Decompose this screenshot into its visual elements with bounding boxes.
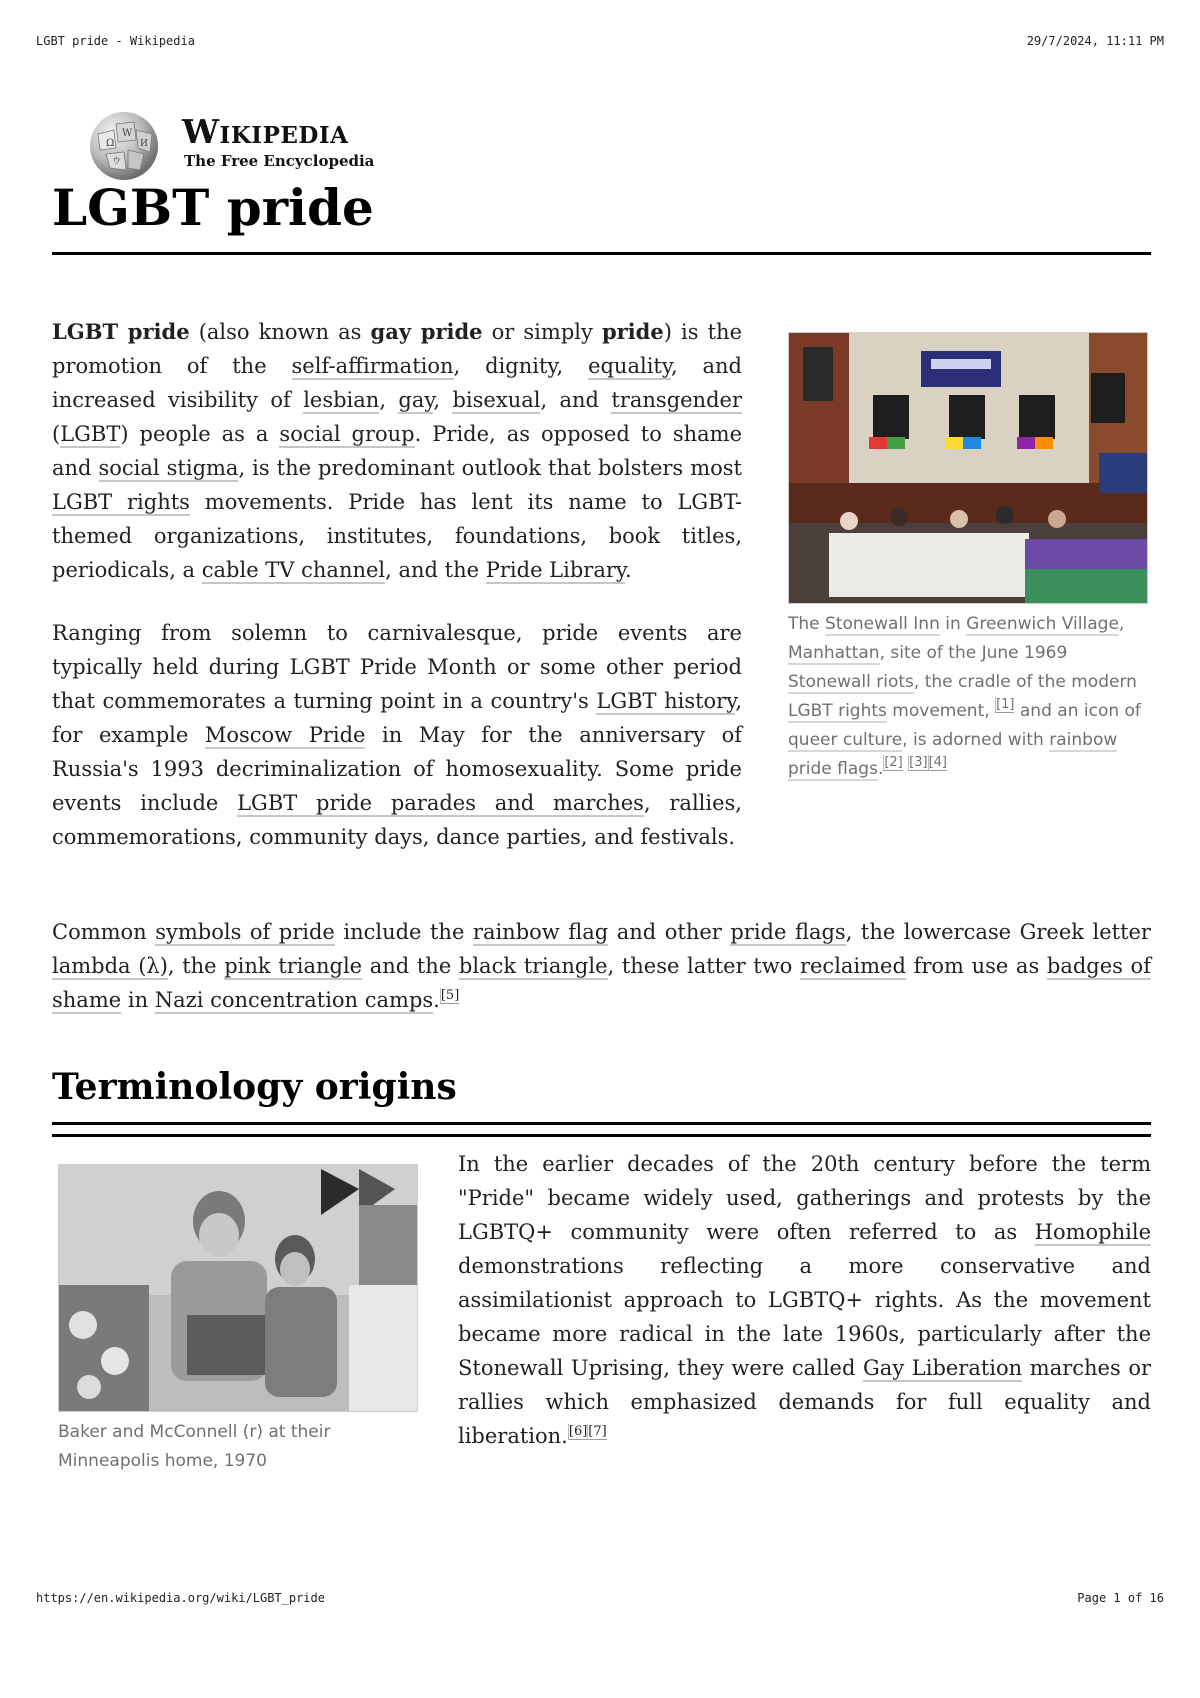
link-manhattan[interactable]: Manhattan [788,643,880,663]
baker-mcconnell-photo [59,1165,417,1411]
link-lgbt-rights-lead[interactable]: LGBT rights [52,490,190,514]
ref-7[interactable]: [7] [588,1424,607,1439]
link-lgbt-rights[interactable]: LGBT rights [788,701,887,721]
link-reclaimed[interactable]: reclaimed [799,954,906,978]
link-lgbt-pride-parades[interactable]: LGBT pride parades and marches [237,791,644,815]
lead-paragraph-1: LGBT pride (also known as gay pride or simply pride) is the promotion of the self-affirmation, dignity, equality, and increased visibility of lesbian, gay, bisexual, and transgender (LGBT) people as a social group. Pride, as opposed to shame and social stigma, is the predominant outlook that bolsters most LGBT rights movements. Pride has lent its name to LGBT-themed organizations, institutes, foundations, book titles, periodicals, a cable TV channel, and the Pride Library. [52,319,743,582]
link-black-triangle[interactable]: black triangle [458,954,608,978]
ref-4[interactable]: [4] [928,755,948,770]
link-pride-flags[interactable]: pride flags [730,920,846,944]
svg-text:Ω: Ω [106,138,115,149]
wikipedia-tagline: The Free Encyclopedia [184,152,375,170]
section-thumbnail-caption: Baker and McConnell (r) at their Minneapolis home, 1970 [58,1422,331,1471]
page-title: LGBT pride [52,178,374,237]
link-lesbian[interactable]: lesbian [303,388,380,412]
link-social-group[interactable]: social group [279,422,415,446]
print-header [36,34,1164,54]
section-thumbnail [58,1164,418,1476]
infobox-caption: The Stonewall Inn in Greenwich Village, Manhattan, site of the June 1969 Stonewall riots, the cradle of the modern LGBT rights movement, [1] and an icon of queer culture, is adorned with rainbow pride flags.[2] [3][4] [788,614,1141,779]
link-homophile[interactable]: Homophile [1034,1220,1151,1244]
print-header-title: LGBT pride - Wikipedia [36,34,195,48]
link-stonewall-riots[interactable]: Stonewall riots [788,672,914,692]
print-footer-url: https://en.wikipedia.org/wiki/LGBT_pride [36,1591,325,1605]
link-lgbt-history[interactable]: LGBT history [596,689,736,713]
section-divider-top [52,1122,1151,1125]
ref-6[interactable]: [6] [568,1424,588,1439]
link-social-stigma[interactable]: social stigma [98,456,239,480]
link-lgbt[interactable]: LGBT [60,422,121,446]
section-heading-terminology-origins: Terminology origins [52,1066,457,1108]
ref-1[interactable]: [1] [996,697,1015,712]
link-cable-tv-channel[interactable]: cable TV channel [201,558,386,582]
link-queer-culture[interactable]: queer culture [788,730,903,750]
link-lambda[interactable]: lambda (λ) [52,954,168,978]
section-paragraph-1: In the earlier decades of the 20th century before the term "Pride" became widely used, gatherings and protests by the LGBTQ+ community were often referred to as Homophile demonstrations reflecting a more conservative and assimilationist approach to LGBTQ+ rights. As the movement became more radical in the late 1960s, particularly after the Stonewall Uprising, they were called Gay Liberation marches or rallies which emphasized demands for full equality and liberation.[6][7] [458,1152,1152,1448]
print-footer-page-number: Page 1 of 16 [1077,1591,1164,1605]
stonewall-photo [789,333,1147,603]
svg-text:W: W [122,128,133,139]
baker-mcconnell-image[interactable] [58,1164,418,1412]
link-transgender[interactable]: transgender [611,388,742,412]
link-bisexual[interactable]: bisexual [452,388,541,412]
wikipedia-wordmark: Wikipedia [182,112,349,151]
link-pink-triangle[interactable]: pink triangle [224,954,363,978]
wikipedia-logo[interactable] [84,104,404,184]
lead-paragraph-3: Common symbols of pride include the rainbow flag and other pride flags, the lowercase Greek letter lambda (λ), the pink triangle and the black triangle, these latter two reclaimed from use as badges of shame in Nazi concentration camps.[5] [52,920,1151,1012]
ref-3[interactable]: [3] [909,755,928,770]
link-stonewall-inn[interactable]: Stonewall Inn [825,614,940,634]
link-gay[interactable]: gay [398,388,434,412]
link-symbols-of-pride[interactable]: symbols of pride [155,920,335,944]
link-self-affirmation[interactable]: self-affirmation [291,354,454,378]
ref-5[interactable]: [5] [440,988,460,1003]
wikipedia-globe-icon [84,104,164,184]
stonewall-inn-image[interactable] [788,332,1148,604]
link-moscow-pride[interactable]: Moscow Pride [204,723,366,747]
infobox [788,332,1148,784]
print-footer [36,1591,1164,1611]
title-divider [52,252,1151,255]
section-divider-bottom [52,1134,1151,1137]
link-badges-of-shame[interactable]: badges of shame [52,954,1151,1012]
ref-2[interactable]: [2] [884,755,903,770]
svg-text:ウ: ウ [112,157,122,167]
link-greenwich-village[interactable]: Greenwich Village [966,614,1119,634]
link-equality[interactable]: equality [588,354,671,378]
link-gay-liberation[interactable]: Gay Liberation [863,1356,1023,1380]
link-nazi-concentration-camps[interactable]: Nazi concentration camps [154,988,434,1012]
link-pride-library[interactable]: Pride Library [485,558,625,582]
svg-text:И: И [140,139,148,149]
lead-paragraph-2: Ranging from solemn to carnivalesque, pride events are typically held during LGBT Pride Month or some other period that commemorates a turning point in a country's LGBT history, for example Moscow Pride in May for the anniversary of Russia's 1993 decriminalization of homosexuality. Some pride events include LGBT pride parades and marches, rallies, commemorations, community days, dance parties, and festivals. [52,621,742,849]
print-header-datetime: 29/7/2024, 11:11 PM [1026,34,1164,48]
link-rainbow-flag[interactable]: rainbow flag [472,920,609,944]
link-rainbow-pride-flags[interactable]: rainbow pride flags [788,730,1118,779]
